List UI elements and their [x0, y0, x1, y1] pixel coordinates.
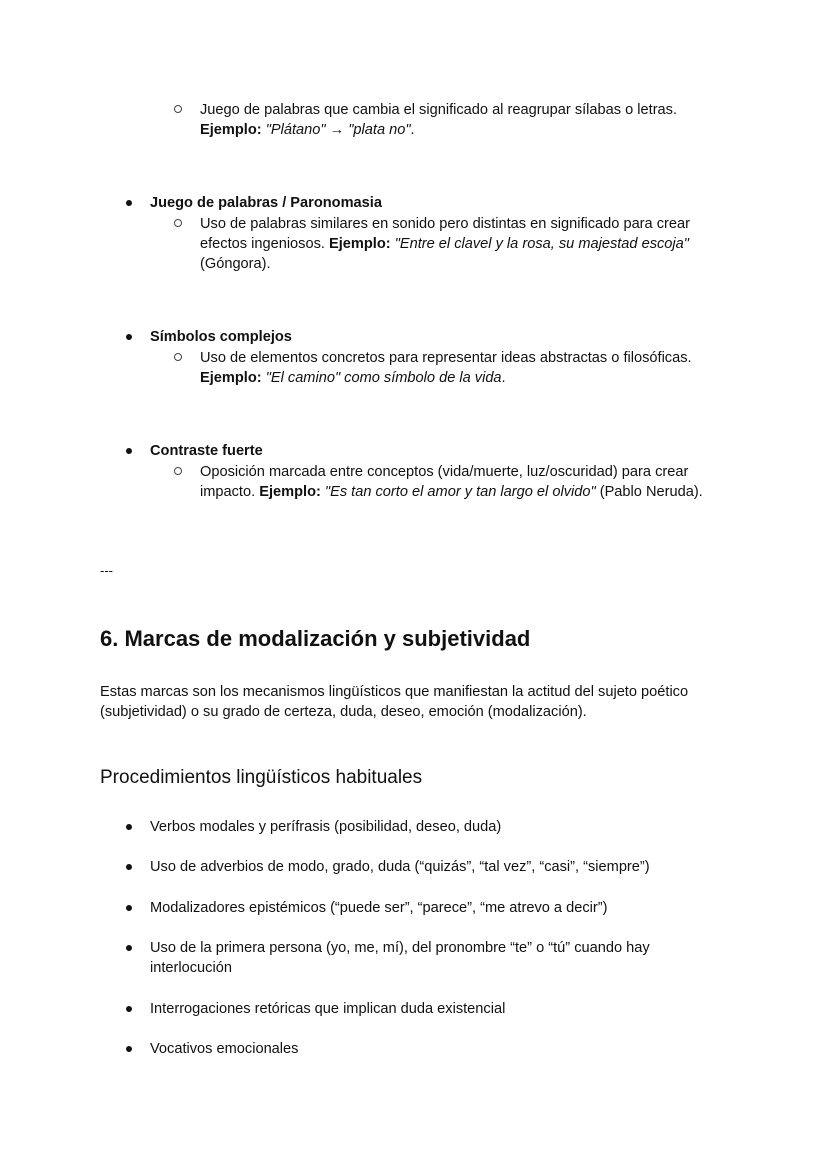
sub-bullet-icon: [174, 105, 182, 113]
example-text: "Plátano" → "plata no": [265, 122, 411, 138]
sub-bullet-icon: [174, 353, 182, 361]
item-text: Oposición marcada entre conceptos (vida/muerte, luz/oscuridad) para crear: [200, 464, 689, 480]
example-text: "Es tan corto el amor y tan largo el olvido": [324, 484, 596, 500]
list-item: [200, 462, 760, 502]
separator: ---: [100, 563, 113, 578]
list-item: [150, 938, 750, 978]
example-line: [200, 368, 740, 388]
bullet-icon: [126, 945, 132, 951]
example-label: Ejemplo:: [259, 484, 321, 500]
list-item: Uso de adverbios de modo, grado, duda (“quizás”, “tal vez”, “casi”, “siempre”): [150, 859, 650, 875]
bullet-icon: [126, 200, 132, 206]
example-line: [200, 482, 760, 502]
example-line: [200, 120, 740, 140]
bullet-icon: [126, 824, 132, 830]
list-item: [200, 348, 740, 388]
paragraph-line: (subjetividad) o su grado de certeza, duda, deseo, emoción (modalización).: [100, 704, 587, 720]
bullet-icon: [126, 864, 132, 870]
sub-bullet-icon: [174, 219, 182, 227]
bullet-icon: [126, 1006, 132, 1012]
paragraph-line: Estas marcas son los mecanismos lingüísticos que manifiestan la actitud del sujeto poético: [100, 684, 689, 700]
list-item: Verbos modales y perífrasis (posibilidad, deseo, duda): [150, 819, 502, 835]
item-title: Símbolos complejos: [150, 329, 292, 345]
item-text: Uso de palabras similares en sonido pero distintas en significado para crear: [200, 216, 690, 232]
item-text: Juego de palabras que cambia el significado al reagrupar sílabas o letras.: [200, 102, 678, 118]
list-item: [200, 100, 740, 140]
example-text: "Entre el clavel y la rosa, su majestad escoja": [394, 236, 689, 252]
list-item: Vocativos emocionales: [150, 1041, 299, 1057]
item-text: interlocución: [150, 960, 232, 976]
example-line: [200, 234, 740, 254]
item-title: Contraste fuerte: [150, 443, 263, 459]
item-text: impacto.: [200, 484, 260, 500]
item-title: Juego de palabras / Paronomasia: [150, 195, 382, 211]
bullet-icon: [126, 334, 132, 340]
list-item: Modalizadores epistémicos (“puede ser”, “parece”, “me atrevo a decir”): [150, 900, 608, 916]
bullet-icon: [126, 905, 132, 911]
item-text: efectos ingeniosos.: [200, 236, 329, 252]
intro-paragraph: [100, 682, 740, 722]
list-item: Interrogaciones retóricas que implican duda existencial: [150, 1001, 506, 1017]
example-label: Ejemplo:: [329, 236, 391, 252]
example-label: Ejemplo:: [200, 370, 262, 386]
subsection-heading: Procedimientos lingüísticos habituales: [100, 767, 423, 788]
sub-bullet-icon: [174, 467, 182, 475]
section-heading: 6. Marcas de modalización y subjetividad: [100, 626, 531, 651]
bullet-icon: [126, 448, 132, 454]
item-text: Uso de elementos concretos para representar ideas abstractas o filosóficas.: [200, 350, 692, 366]
attribution: (Pablo Neruda).: [595, 484, 703, 500]
punctuation: .: [410, 122, 415, 138]
item-text: Uso de la primera persona (yo, me, mí), del pronombre “te” o “tú” cuando hay: [150, 940, 650, 956]
list-item: [200, 214, 740, 274]
example-text: "El camino" como símbolo de la vida: [265, 370, 502, 386]
punctuation: .: [501, 370, 506, 386]
example-label: Ejemplo:: [200, 122, 262, 138]
bullet-icon: [126, 1046, 132, 1052]
attribution: (Góngora).: [200, 256, 271, 272]
